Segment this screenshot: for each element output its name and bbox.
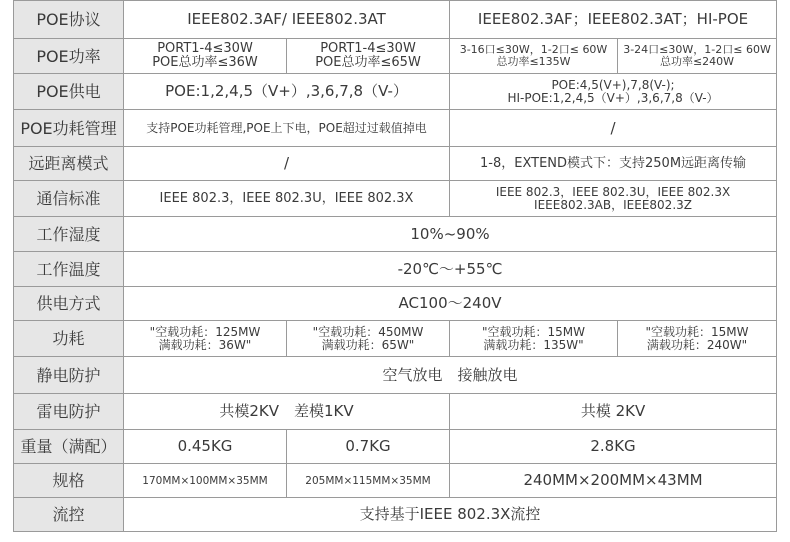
row-poe-protocol [14,1,777,39]
poe-power-c2-line1: PORT1-4≤30W [320,41,416,56]
consumption-c2-line1: "空载功耗：450MW [312,324,424,339]
label-poe-supply: POE供电 [14,74,124,110]
spec-table [13,0,777,532]
poe-protocol-large: IEEE802.3AF；IEEE802.3AT；HI-POE [450,1,777,39]
power-supply-value: AC100～240V [124,287,777,321]
row-long-range [14,147,777,181]
consumption-c1 [124,321,287,357]
label-esd: 静电防护 [14,357,124,394]
poe-power-c4-line2: 总功率≤240W [659,55,735,68]
dimensions-large: 240MM×200MM×43MM [450,464,777,498]
label-standards: 通信标准 [14,181,124,217]
label-dimensions: 规格 [14,464,124,498]
consumption-c3 [450,321,618,357]
poe-supply-large [450,74,777,110]
label-power-supply: 供电方式 [14,287,124,321]
row-poe-supply [14,74,777,110]
consumption-c3-line1: "空载功耗：15MW [482,324,586,339]
standards-small: IEEE 802.3，IEEE 802.3U，IEEE 802.3X [124,181,450,217]
row-weight [14,430,777,464]
standards-large [450,181,777,217]
poe-power-c1-line1: PORT1-4≤30W [157,41,253,56]
consumption-c4-line2: 满载功耗：240W" [646,337,748,352]
poe-power-c4 [618,39,777,74]
humidity-value: 10%~90% [124,217,777,252]
consumption-c1-line2: 满载功耗：36W" [158,337,252,352]
weight-c2: 0.7KG [287,430,450,464]
row-consumption [14,321,777,357]
row-standards [14,181,777,217]
poe-supply-small: POE:1,2,4,5（V+）,3,6,7,8（V-） [124,74,450,110]
row-poe-power [14,39,777,74]
row-poe-mgmt [14,110,777,147]
long-range-large: 1-8，EXTEND模式下：支持250M远距离传输 [450,147,777,181]
poe-power-c2 [287,39,450,74]
consumption-c1-line1: "空载功耗：125MW [149,324,261,339]
standards-large-line2: IEEE802.3AB，IEEE802.3Z [534,197,692,212]
standards-large-line1: IEEE 802.3，IEEE 802.3U，IEEE 802.3X [495,184,731,199]
row-humidity [14,217,777,252]
temperature-value: -20℃～+55℃ [124,252,777,287]
row-temperature [14,252,777,287]
long-range-small: / [124,147,450,181]
poe-supply-large-line2: HI-POE:1,2,4,5（V+）,3,6,7,8（V-） [507,90,719,105]
label-long-range: 远距离模式 [14,147,124,181]
poe-mgmt-large: / [450,110,777,147]
consumption-c4 [618,321,777,357]
esd-value: 空气放电 接触放电 [124,357,777,394]
label-consumption: 功耗 [14,321,124,357]
consumption-c2-line2: 满载功耗：65W" [321,337,415,352]
label-temperature: 工作温度 [14,252,124,287]
label-weight: 重量（满配） [14,430,124,464]
poe-protocol-small: IEEE802.3AF/ IEEE802.3AT [124,1,450,39]
poe-power-c2-line2: POE总功率≤65W [315,55,421,70]
poe-power-c3-line2: 总功率≤135W [496,55,571,68]
lightning-small: 共模2KV 差模1KV [124,394,450,430]
poe-power-c3-line1: 3-16口≤30W，1-2口≤ 60W [459,43,608,56]
consumption-c3-line2: 满载功耗：135W" [483,337,584,352]
dimensions-c2: 205MM×115MM×35MM [287,464,450,498]
row-flow-control [14,498,777,532]
label-humidity: 工作湿度 [14,217,124,252]
row-lightning [14,394,777,430]
poe-power-c1-line2: POE总功率≤36W [152,55,258,70]
weight-large: 2.8KG [450,430,777,464]
row-esd [14,357,777,394]
row-dimensions [14,464,777,498]
lightning-large: 共模 2KV [450,394,777,430]
label-poe-protocol: POE协议 [14,1,124,39]
dimensions-c1: 170MM×100MM×35MM [124,464,287,498]
label-flow-control: 流控 [14,498,124,532]
poe-power-c1 [124,39,287,74]
poe-mgmt-small: 支持POE功耗管理,POE上下电，POE超过过载值掉电 [124,110,450,147]
poe-supply-large-line1: POE:4,5(V+),7,8(V-); [551,77,675,92]
consumption-c2 [287,321,450,357]
label-lightning: 雷电防护 [14,394,124,430]
poe-power-c4-line1: 3-24口≤30W，1-2口≤ 60W [623,43,771,56]
weight-c1: 0.45KG [124,430,287,464]
flow-control-value: 支持基于IEEE 802.3X流控 [124,498,777,532]
label-poe-mgmt: POE功耗管理 [14,110,124,147]
row-power-supply [14,287,777,321]
label-poe-power: POE功率 [14,39,124,74]
poe-power-c3 [450,39,618,74]
consumption-c4-line1: "空载功耗：15MW [645,324,749,339]
